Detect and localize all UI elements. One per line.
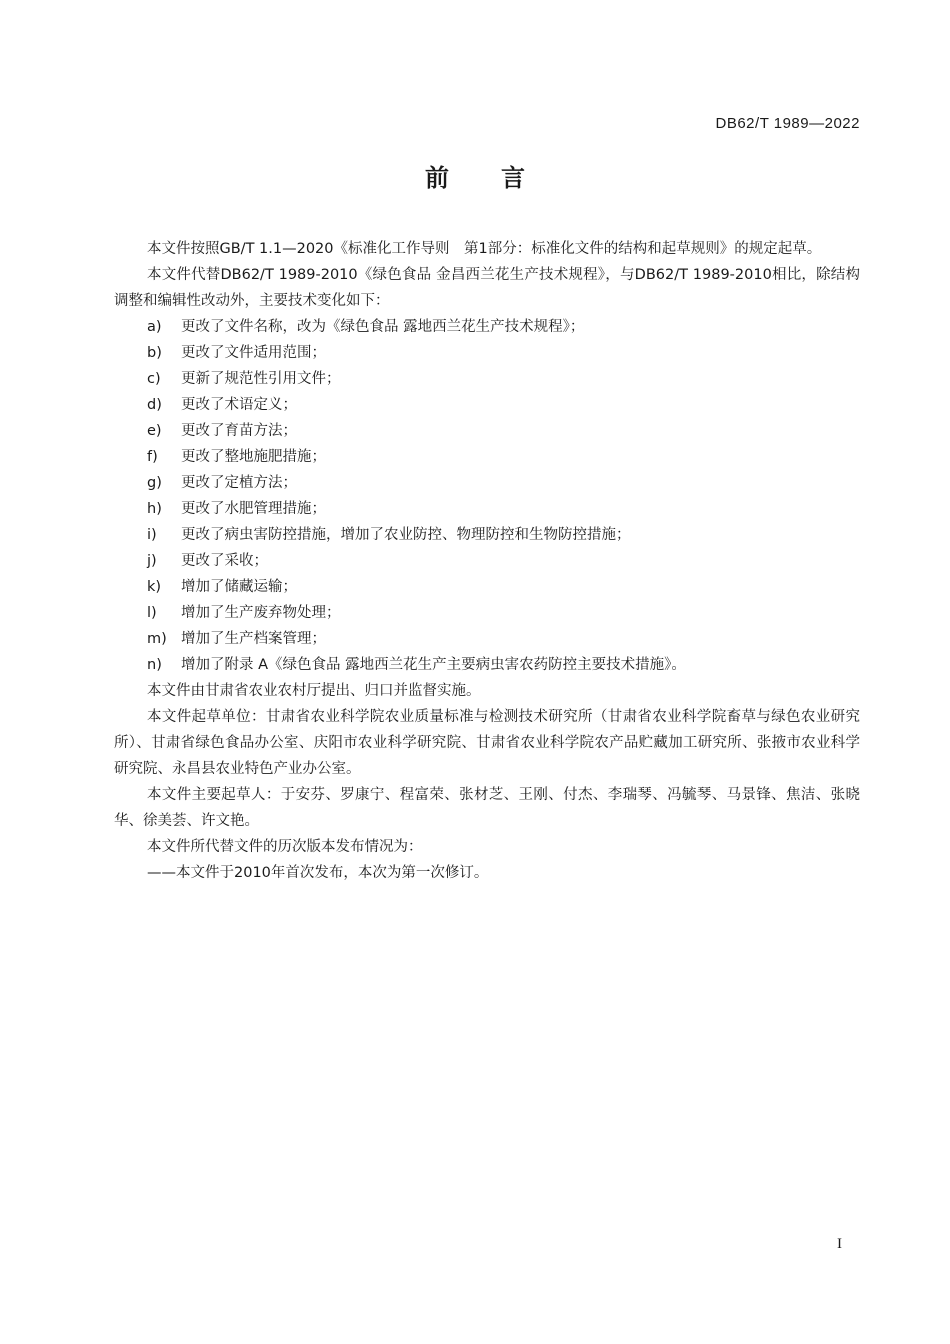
list-item-letter: e) — [147, 423, 162, 439]
list-item-text: 增加了储藏运输； — [181, 579, 297, 595]
list-item — [114, 496, 860, 522]
list-item-text: 更改了整地施肥措施； — [181, 449, 326, 465]
list-item-text: 增加了生产档案管理； — [181, 631, 326, 647]
list-item-text: 增加了附录 A《绿色食品 露地西兰花生产主要病虫害农药防控主要技术措施》。 — [181, 657, 686, 673]
list-item — [114, 340, 860, 366]
list-item-text: 增加了生产废弃物处理； — [181, 605, 341, 621]
list-item-letter: i) — [147, 527, 157, 543]
body-paragraph: 本文件由甘肃省农业农村厅提出、归口并监督实施。 — [147, 683, 481, 699]
list-item — [114, 626, 860, 652]
list-item — [114, 314, 860, 340]
list-item-text: 更改了文件名称，改为《绿色食品 露地西兰花生产技术规程》； — [181, 319, 585, 335]
standard-number: DB62/T 1989—2022 — [715, 115, 860, 132]
list-item-letter: a) — [147, 319, 162, 335]
list-item — [114, 652, 860, 678]
page-number: I — [837, 1236, 842, 1252]
list-item-letter: h) — [147, 501, 162, 517]
list-item — [114, 600, 860, 626]
changes-list — [114, 314, 860, 678]
list-item-letter: f) — [147, 449, 158, 465]
list-item-letter: d) — [147, 397, 162, 413]
list-item — [114, 366, 860, 392]
body-paragraph: 本文件起草单位：甘肃省农业科学院农业质量标准与检测技术研究所（甘肃省农业科学院畜草与绿色农业研究所）、甘肃省绿色食品办公室、庆阳市农业科学研究院、甘肃省农业科学院农产品贮藏加工研究所、张掖市农业科学研究院、永昌县农业特色产业办公室。 — [114, 709, 860, 777]
page-title: 前言 — [425, 164, 577, 192]
body-paragraph: 本文件所代替文件的历次版本发布情况为： — [147, 839, 423, 855]
list-item-letter: m) — [147, 631, 167, 647]
document-body — [114, 236, 860, 886]
list-item-letter: b) — [147, 345, 162, 361]
list-item — [114, 548, 860, 574]
list-item — [114, 574, 860, 600]
list-item-text: 更改了病虫害防控措施，增加了农业防控、物理防控和生物防控措施； — [181, 527, 631, 543]
list-item-letter: l) — [147, 605, 157, 621]
list-item-text: 更新了规范性引用文件； — [181, 371, 341, 387]
list-item-letter: c) — [147, 371, 161, 387]
list-item — [114, 444, 860, 470]
list-item-text: 更改了采收； — [181, 553, 268, 569]
list-item — [114, 522, 860, 548]
list-item-text: 更改了育苗方法； — [181, 423, 297, 439]
body-paragraph: 本文件主要起草人：于安芬、罗康宁、程富荣、张材芝、王刚、付杰、李瑞琴、冯毓琴、马景锋、焦洁、张晓华、徐美荟、许文艳。 — [114, 787, 860, 829]
list-item-text: 更改了文件适用范围； — [181, 345, 326, 361]
list-item-text: 更改了水肥管理措施； — [181, 501, 326, 517]
body-paragraph: 本文件按照GB/T 1.1—2020《标准化工作导则 第1部分：标准化文件的结构和起草规则》的规定起草。 — [147, 241, 822, 257]
list-item-letter: k) — [147, 579, 162, 595]
body-paragraph: 本文件代替DB62/T 1989-2010《绿色食品 金昌西兰花生产技术规程》，与DB62/T 1989-2010相比，除结构调整和编辑性改动外，主要技术变化如下： — [114, 267, 860, 309]
list-item-letter: j) — [147, 553, 157, 569]
body-paragraph: ——本文件于2010年首次发布，本次为第一次修订。 — [147, 865, 489, 881]
list-item-letter: n) — [147, 657, 162, 673]
list-item — [114, 470, 860, 496]
list-item — [114, 418, 860, 444]
list-item-text: 更改了术语定义； — [181, 397, 297, 413]
list-item-letter: g) — [147, 475, 162, 491]
list-item — [114, 392, 860, 418]
list-item-text: 更改了定植方法； — [181, 475, 297, 491]
